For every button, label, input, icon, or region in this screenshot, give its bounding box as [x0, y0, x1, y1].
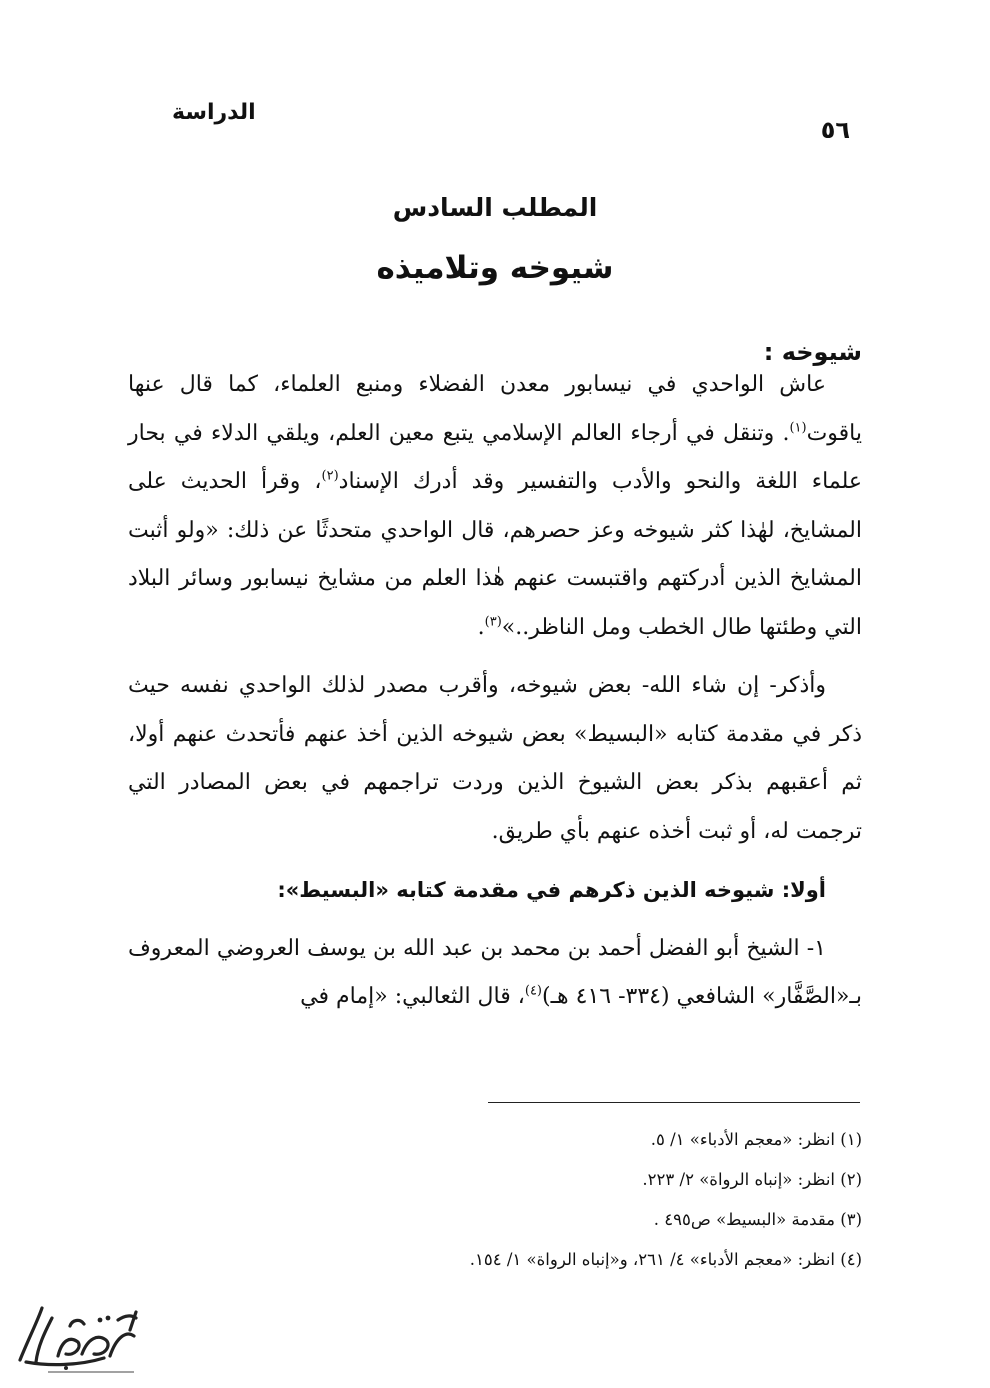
footnotes [302, 1120, 862, 1280]
footnote-separator [488, 1102, 860, 1103]
footnote: (٣) مقدمة «البسيط» ص٤٩٥ . [653, 1210, 862, 1229]
paragraph-text: . وتنقل في أرجاء العالم الإسلامي يتبع معين العلم، ويلقي الدلاء في بحار علماء اللغة والنحو والأدب والتفسير وقد أدرك الإسناد [128, 420, 862, 494]
running-header [150, 98, 850, 158]
paragraph [128, 361, 862, 652]
footnote-ref: (٣) [484, 614, 502, 630]
list-heading: أولا: شيوخه الذين ذكرهم في مقدمة كتابه «البسيط»: [277, 878, 826, 902]
subheading-teachers: شيوخه : [763, 338, 862, 366]
footnote-ref: (٢) [321, 468, 339, 484]
footnote-ref: (٤) [524, 983, 542, 999]
paragraph: وأذكر- إن شاء الله- بعض شيوخه، وأقرب مصدر لذلك الواحدي نفسه حيث ذكر في مقدمة كتابه «البسيط» بعض شيوخه الذين أخذ عنهم فأتحدث عنهم أولا، ثم أعقبهم بذكر بعض الشيوخ الذين وردت تراجمهم في بعض المصادر التي ترجمت له، أو ثبت أخذه عنهم بأي طريق. [128, 673, 862, 844]
paragraph-text: . [477, 614, 485, 640]
footnote: (٢) انظر: «إنباه الرواة» ٢/ ٢٢٣. [642, 1170, 862, 1189]
chapter-heading: المطلب السادس [392, 193, 598, 222]
paragraph [128, 925, 862, 1022]
page-number: ٥٦ [820, 116, 850, 144]
footnote: (٤) انظر: «معجم الأدباء» ٤/ ٢٦١، و«إنباه الرواة» ١/ ١٥٤. [469, 1250, 862, 1269]
publisher-logo [8, 1290, 148, 1380]
paragraph-text: ، وقرأ الحديث على المشايخ، لهٰذا كثر شيوخه وعز حصرهم، قال الواحدي متحدثًا عن ذلك: «ولو أثبت المشايخ الذين أدركتهم واقتبست عنهم هٰذا العلم من مشايخ نيسابور وسائر البلاد التي وطئتها طال الخطب ومل الناظر..» [128, 469, 862, 640]
paragraph-text: عاش الواحدي في نيسابور معدن الفضلاء ومنبع العلماء، كما قال عنها ياقوت [128, 372, 862, 446]
section-title: شيوخه وتلاميذه [376, 250, 614, 286]
paragraph-text: ١- الشيخ أبو الفضل أحمد بن محمد بن عبد الله بن يوسف العروضي المعروف بـ«الصَّفَّار» الشافعي (٣٣٤- ٤١٦ هـ) [128, 935, 862, 1009]
footnote: (١) انظر: «معجم الأدباء» ١/ ٥. [650, 1130, 862, 1149]
footnote-ref: (١) [789, 420, 807, 436]
paragraph-text: ، قال الثعالبي: «إمام في [300, 984, 525, 1009]
body-text [128, 361, 862, 1032]
header-section-title: الدراسة [172, 100, 256, 125]
